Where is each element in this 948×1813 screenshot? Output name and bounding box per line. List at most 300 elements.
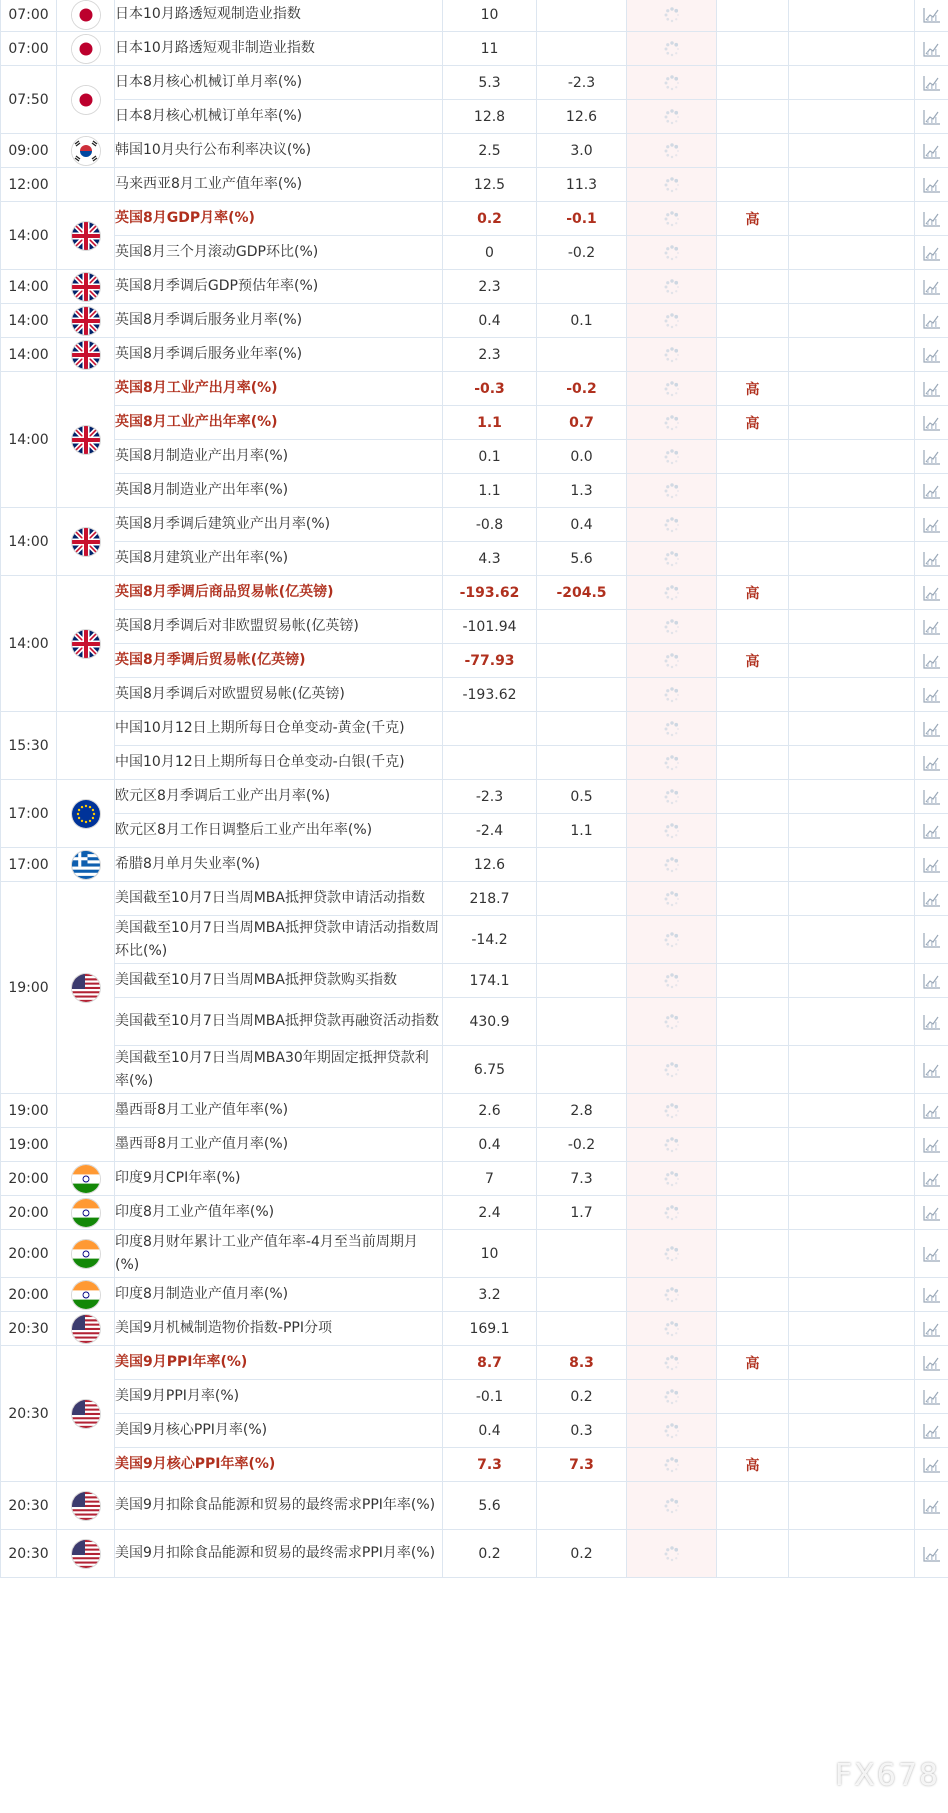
forecast-value [537, 1482, 627, 1530]
event-time: 15:30 [1, 712, 57, 780]
interpretation-cell [789, 644, 915, 678]
forecast-value [537, 270, 627, 304]
actual-loading-icon [627, 678, 717, 712]
actual-loading-icon [627, 236, 717, 270]
forecast-value [537, 1278, 627, 1312]
interpretation-cell [789, 508, 915, 542]
actual-loading-icon [627, 644, 717, 678]
chart-icon[interactable] [915, 1448, 948, 1482]
event-row [1, 1046, 948, 1094]
actual-loading-icon [627, 542, 717, 576]
actual-loading-icon [627, 576, 717, 610]
event-name: 英国8月季调后商品贸易帐(亿英镑) [115, 576, 443, 610]
event-row [1, 338, 948, 372]
interpretation-cell [789, 202, 915, 236]
importance-label: 高 [717, 644, 789, 678]
chart-icon[interactable] [915, 998, 948, 1046]
importance-label [717, 134, 789, 168]
actual-loading-icon [627, 848, 717, 882]
chart-icon[interactable] [915, 678, 948, 712]
event-time: 07:00 [1, 0, 57, 32]
event-row [1, 1448, 948, 1482]
event-name: 欧元区8月季调后工业产出月率(%) [115, 780, 443, 814]
event-time: 14:00 [1, 338, 57, 372]
importance-label [717, 440, 789, 474]
forecast-value: -204.5 [537, 576, 627, 610]
event-row [1, 372, 948, 406]
event-time: 20:30 [1, 1482, 57, 1530]
chart-icon[interactable] [915, 372, 948, 406]
forecast-value: 1.3 [537, 474, 627, 508]
chart-icon[interactable] [915, 134, 948, 168]
interpretation-cell [789, 576, 915, 610]
forecast-value [537, 1046, 627, 1094]
previous-value: 8.7 [443, 1346, 537, 1380]
event-row [1, 1312, 948, 1346]
chart-icon[interactable] [915, 270, 948, 304]
interpretation-cell [789, 134, 915, 168]
country-flag-icon [57, 780, 115, 848]
actual-loading-icon [627, 1196, 717, 1230]
interpretation-cell [789, 1312, 915, 1346]
forecast-value: 0.2 [537, 1530, 627, 1578]
actual-loading-icon [627, 1278, 717, 1312]
interpretation-cell [789, 1346, 915, 1380]
importance-label [717, 66, 789, 100]
actual-loading-icon [627, 168, 717, 202]
chart-icon[interactable] [915, 1046, 948, 1094]
event-name: 英国8月季调后建筑业产出月率(%) [115, 508, 443, 542]
actual-loading-icon [627, 998, 717, 1046]
chart-icon[interactable] [915, 508, 948, 542]
event-row [1, 100, 948, 134]
previous-value: -77.93 [443, 644, 537, 678]
chart-icon[interactable] [915, 1530, 948, 1578]
interpretation-cell [789, 610, 915, 644]
actual-loading-icon [627, 1414, 717, 1448]
chart-icon[interactable] [915, 848, 948, 882]
actual-loading-icon [627, 270, 717, 304]
importance-label [717, 712, 789, 746]
importance-label: 高 [717, 576, 789, 610]
chart-icon[interactable] [915, 712, 948, 746]
importance-label: 高 [717, 202, 789, 236]
chart-icon[interactable] [915, 168, 948, 202]
previous-value: 0.4 [443, 1414, 537, 1448]
importance-label [717, 474, 789, 508]
previous-value: 0.4 [443, 304, 537, 338]
forecast-value [537, 644, 627, 678]
previous-value: 2.3 [443, 270, 537, 304]
country-flag-icon [57, 882, 115, 1094]
forecast-value [537, 964, 627, 998]
previous-value: 6.75 [443, 1046, 537, 1094]
importance-label [717, 678, 789, 712]
event-row [1, 1278, 948, 1312]
event-name: 美国9月机械制造物价指数-PPI分项 [115, 1312, 443, 1346]
importance-label [717, 1230, 789, 1278]
interpretation-cell [789, 100, 915, 134]
actual-loading-icon [627, 1128, 717, 1162]
interpretation-cell [789, 1448, 915, 1482]
chart-icon[interactable] [915, 1278, 948, 1312]
country-flag-icon [57, 1346, 115, 1482]
previous-value: -2.4 [443, 814, 537, 848]
previous-value: -14.2 [443, 916, 537, 964]
event-row [1, 678, 948, 712]
chart-icon[interactable] [915, 66, 948, 100]
chart-icon[interactable] [915, 964, 948, 998]
event-name: 英国8月季调后服务业年率(%) [115, 338, 443, 372]
actual-loading-icon [627, 1046, 717, 1094]
event-row [1, 916, 948, 964]
importance-label [717, 1312, 789, 1346]
actual-loading-icon [627, 712, 717, 746]
previous-value: -2.3 [443, 780, 537, 814]
interpretation-cell [789, 0, 915, 32]
event-time: 14:00 [1, 508, 57, 576]
importance-label [717, 1530, 789, 1578]
event-row [1, 1196, 948, 1230]
event-name: 英国8月GDP月率(%) [115, 202, 443, 236]
forecast-value [537, 678, 627, 712]
event-row [1, 882, 948, 916]
event-time: 20:30 [1, 1530, 57, 1578]
chart-icon[interactable] [915, 610, 948, 644]
forecast-value [537, 1312, 627, 1346]
chart-icon[interactable] [915, 100, 948, 134]
chart-icon[interactable] [915, 780, 948, 814]
country-flag-icon [57, 1278, 115, 1312]
chart-icon[interactable] [915, 1162, 948, 1196]
event-row [1, 1162, 948, 1196]
forecast-value: 12.6 [537, 100, 627, 134]
previous-value: 12.6 [443, 848, 537, 882]
interpretation-cell [789, 66, 915, 100]
event-row [1, 1380, 948, 1414]
forecast-value: 7.3 [537, 1448, 627, 1482]
country-flag-icon [57, 32, 115, 66]
actual-loading-icon [627, 1230, 717, 1278]
importance-label [717, 508, 789, 542]
actual-loading-icon [627, 1312, 717, 1346]
chart-icon[interactable] [915, 236, 948, 270]
importance-label [717, 1278, 789, 1312]
importance-label [717, 304, 789, 338]
previous-value: 5.6 [443, 1482, 537, 1530]
event-name: 美国截至10月7日当周MBA抵押贷款购买指数 [115, 964, 443, 998]
chart-icon[interactable] [915, 1230, 948, 1278]
forecast-value [537, 338, 627, 372]
interpretation-cell [789, 712, 915, 746]
interpretation-cell [789, 998, 915, 1046]
event-name: 日本10月路透短观制造业指数 [115, 0, 443, 32]
event-name: 美国截至10月7日当周MBA30年期固定抵押贷款利率(%) [115, 1046, 443, 1094]
interpretation-cell [789, 1380, 915, 1414]
actual-loading-icon [627, 916, 717, 964]
chart-icon[interactable] [915, 1312, 948, 1346]
country-flag-icon [57, 1312, 115, 1346]
event-name: 日本8月核心机械订单年率(%) [115, 100, 443, 134]
chart-icon[interactable] [915, 882, 948, 916]
importance-label: 高 [717, 372, 789, 406]
chart-icon[interactable] [915, 644, 948, 678]
forecast-value: 0.7 [537, 406, 627, 440]
actual-loading-icon [627, 814, 717, 848]
chart-icon[interactable] [915, 202, 948, 236]
forecast-value: 0.3 [537, 1414, 627, 1448]
forecast-value [537, 610, 627, 644]
event-row [1, 1414, 948, 1448]
importance-label [717, 1094, 789, 1128]
previous-value: 1.1 [443, 406, 537, 440]
event-name: 日本8月核心机械订单月率(%) [115, 66, 443, 100]
forecast-value: 1.7 [537, 1196, 627, 1230]
interpretation-cell [789, 780, 915, 814]
previous-value: 7 [443, 1162, 537, 1196]
interpretation-cell [789, 338, 915, 372]
event-row [1, 440, 948, 474]
actual-loading-icon [627, 1530, 717, 1578]
forecast-value [537, 916, 627, 964]
previous-value [443, 712, 537, 746]
actual-loading-icon [627, 202, 717, 236]
event-row [1, 32, 948, 66]
event-row [1, 1346, 948, 1380]
event-name: 美国9月扣除食品能源和贸易的最终需求PPI月率(%) [115, 1530, 443, 1578]
interpretation-cell [789, 1128, 915, 1162]
interpretation-cell [789, 678, 915, 712]
event-name: 中国10月12日上期所每日仓单变动-白银(千克) [115, 746, 443, 780]
previous-value: 0.2 [443, 1530, 537, 1578]
event-time: 20:00 [1, 1196, 57, 1230]
interpretation-cell [789, 168, 915, 202]
interpretation-cell [789, 406, 915, 440]
event-name: 英国8月季调后GDP预估年率(%) [115, 270, 443, 304]
event-name: 印度8月工业产值年率(%) [115, 1196, 443, 1230]
previous-value: 430.9 [443, 998, 537, 1046]
chart-icon[interactable] [915, 746, 948, 780]
event-name: 中国10月12日上期所每日仓单变动-黄金(千克) [115, 712, 443, 746]
event-row [1, 780, 948, 814]
chart-icon[interactable] [915, 0, 948, 32]
event-time: 14:00 [1, 270, 57, 304]
event-name: 英国8月三个月滚动GDP环比(%) [115, 236, 443, 270]
event-row [1, 712, 948, 746]
forecast-value: 0.5 [537, 780, 627, 814]
interpretation-cell [789, 1162, 915, 1196]
event-time: 20:00 [1, 1162, 57, 1196]
interpretation-cell [789, 1530, 915, 1578]
importance-label [717, 1196, 789, 1230]
forecast-value: 11.3 [537, 168, 627, 202]
actual-loading-icon [627, 780, 717, 814]
event-time: 09:00 [1, 134, 57, 168]
event-name: 印度9月CPI年率(%) [115, 1162, 443, 1196]
importance-label: 高 [717, 1346, 789, 1380]
event-name: 美国截至10月7日当周MBA抵押贷款申请活动指数周环比(%) [115, 916, 443, 964]
forecast-value: -0.1 [537, 202, 627, 236]
forecast-value [537, 882, 627, 916]
actual-loading-icon [627, 1482, 717, 1530]
event-time: 19:00 [1, 1128, 57, 1162]
event-name: 英国8月制造业产出月率(%) [115, 440, 443, 474]
forecast-value: -0.2 [537, 372, 627, 406]
importance-label [717, 1162, 789, 1196]
actual-loading-icon [627, 406, 717, 440]
previous-value: -101.94 [443, 610, 537, 644]
chart-icon[interactable] [915, 1128, 948, 1162]
event-name: 墨西哥8月工业产值月率(%) [115, 1128, 443, 1162]
event-name: 美国9月核心PPI年率(%) [115, 1448, 443, 1482]
interpretation-cell [789, 964, 915, 998]
forecast-value: 7.3 [537, 1162, 627, 1196]
chart-icon[interactable] [915, 1094, 948, 1128]
chart-icon[interactable] [915, 1196, 948, 1230]
event-name: 英国8月季调后贸易帐(亿英镑) [115, 644, 443, 678]
actual-loading-icon [627, 746, 717, 780]
event-time: 20:00 [1, 1230, 57, 1278]
event-name: 马来西亚8月工业产值年率(%) [115, 168, 443, 202]
country-flag-icon [57, 1162, 115, 1196]
event-name: 日本10月路透短观非制造业指数 [115, 32, 443, 66]
importance-label [717, 1046, 789, 1094]
event-row [1, 0, 948, 32]
interpretation-cell [789, 746, 915, 780]
event-time: 19:00 [1, 882, 57, 1094]
event-name: 韩国10月央行公布利率决议(%) [115, 134, 443, 168]
event-time: 07:00 [1, 32, 57, 66]
event-row [1, 134, 948, 168]
importance-label [717, 32, 789, 66]
importance-label [717, 998, 789, 1046]
event-row [1, 508, 948, 542]
event-time: 14:00 [1, 576, 57, 712]
previous-value: 11 [443, 32, 537, 66]
chart-icon[interactable] [915, 1346, 948, 1380]
event-time: 17:00 [1, 780, 57, 848]
event-name: 美国截至10月7日当周MBA抵押贷款申请活动指数 [115, 882, 443, 916]
country-flag-icon [57, 1482, 115, 1530]
country-flag-icon [57, 0, 115, 32]
importance-label [717, 610, 789, 644]
forecast-value: -0.2 [537, 1128, 627, 1162]
previous-value: 1.1 [443, 474, 537, 508]
previous-value: 10 [443, 0, 537, 32]
importance-label [717, 338, 789, 372]
importance-label [717, 1128, 789, 1162]
event-name: 印度8月财年累计工业产值年率-4月至当前周期月(%) [115, 1230, 443, 1278]
chart-icon[interactable] [915, 576, 948, 610]
chart-icon[interactable] [915, 1414, 948, 1448]
forecast-value [537, 998, 627, 1046]
previous-value: 10 [443, 1230, 537, 1278]
country-flag-icon [57, 168, 115, 202]
watermark: FX678 [834, 1758, 940, 1793]
chart-icon[interactable] [915, 440, 948, 474]
event-row [1, 610, 948, 644]
previous-value [443, 746, 537, 780]
event-row [1, 998, 948, 1046]
event-name: 英国8月工业产出年率(%) [115, 406, 443, 440]
previous-value: -0.3 [443, 372, 537, 406]
event-name: 英国8月季调后服务业月率(%) [115, 304, 443, 338]
forecast-value: 0.0 [537, 440, 627, 474]
event-row [1, 66, 948, 100]
chart-icon[interactable] [915, 1482, 948, 1530]
previous-value: 2.3 [443, 338, 537, 372]
country-flag-icon [57, 848, 115, 882]
event-time: 20:30 [1, 1312, 57, 1346]
event-row [1, 1530, 948, 1578]
event-time: 20:00 [1, 1278, 57, 1312]
importance-label [717, 1380, 789, 1414]
chart-icon[interactable] [915, 304, 948, 338]
previous-value: -0.1 [443, 1380, 537, 1414]
chart-icon[interactable] [915, 1380, 948, 1414]
importance-label [717, 916, 789, 964]
event-row [1, 236, 948, 270]
event-time: 07:50 [1, 66, 57, 134]
actual-loading-icon [627, 882, 717, 916]
event-row [1, 1128, 948, 1162]
event-name: 希腊8月单月失业率(%) [115, 848, 443, 882]
chart-icon[interactable] [915, 542, 948, 576]
importance-label [717, 100, 789, 134]
actual-loading-icon [627, 508, 717, 542]
actual-loading-icon [627, 66, 717, 100]
event-time: 20:30 [1, 1346, 57, 1482]
chart-icon[interactable] [915, 916, 948, 964]
chart-icon[interactable] [915, 814, 948, 848]
chart-icon[interactable] [915, 32, 948, 66]
actual-loading-icon [627, 100, 717, 134]
interpretation-cell [789, 32, 915, 66]
event-name: 美国9月PPI月率(%) [115, 1380, 443, 1414]
event-name: 美国截至10月7日当周MBA抵押贷款再融资活动指数 [115, 998, 443, 1046]
event-row [1, 576, 948, 610]
country-flag-icon [57, 372, 115, 508]
importance-label [717, 746, 789, 780]
actual-loading-icon [627, 1380, 717, 1414]
previous-value: -193.62 [443, 576, 537, 610]
chart-icon[interactable] [915, 338, 948, 372]
country-flag-icon [57, 134, 115, 168]
forecast-value: 8.3 [537, 1346, 627, 1380]
interpretation-cell [789, 916, 915, 964]
chart-icon[interactable] [915, 406, 948, 440]
event-name: 美国9月扣除食品能源和贸易的最终需求PPI年率(%) [115, 1482, 443, 1530]
importance-label: 高 [717, 1448, 789, 1482]
interpretation-cell [789, 1196, 915, 1230]
chart-icon[interactable] [915, 474, 948, 508]
previous-value: 4.3 [443, 542, 537, 576]
country-flag-icon [57, 576, 115, 712]
forecast-value [537, 0, 627, 32]
event-row [1, 304, 948, 338]
previous-value: 5.3 [443, 66, 537, 100]
event-name: 美国9月PPI年率(%) [115, 1346, 443, 1380]
event-name: 墨西哥8月工业产值年率(%) [115, 1094, 443, 1128]
previous-value: 174.1 [443, 964, 537, 998]
event-row [1, 406, 948, 440]
forecast-value [537, 848, 627, 882]
interpretation-cell [789, 814, 915, 848]
actual-loading-icon [627, 1162, 717, 1196]
previous-value: 3.2 [443, 1278, 537, 1312]
previous-value: -0.8 [443, 508, 537, 542]
actual-loading-icon [627, 1346, 717, 1380]
